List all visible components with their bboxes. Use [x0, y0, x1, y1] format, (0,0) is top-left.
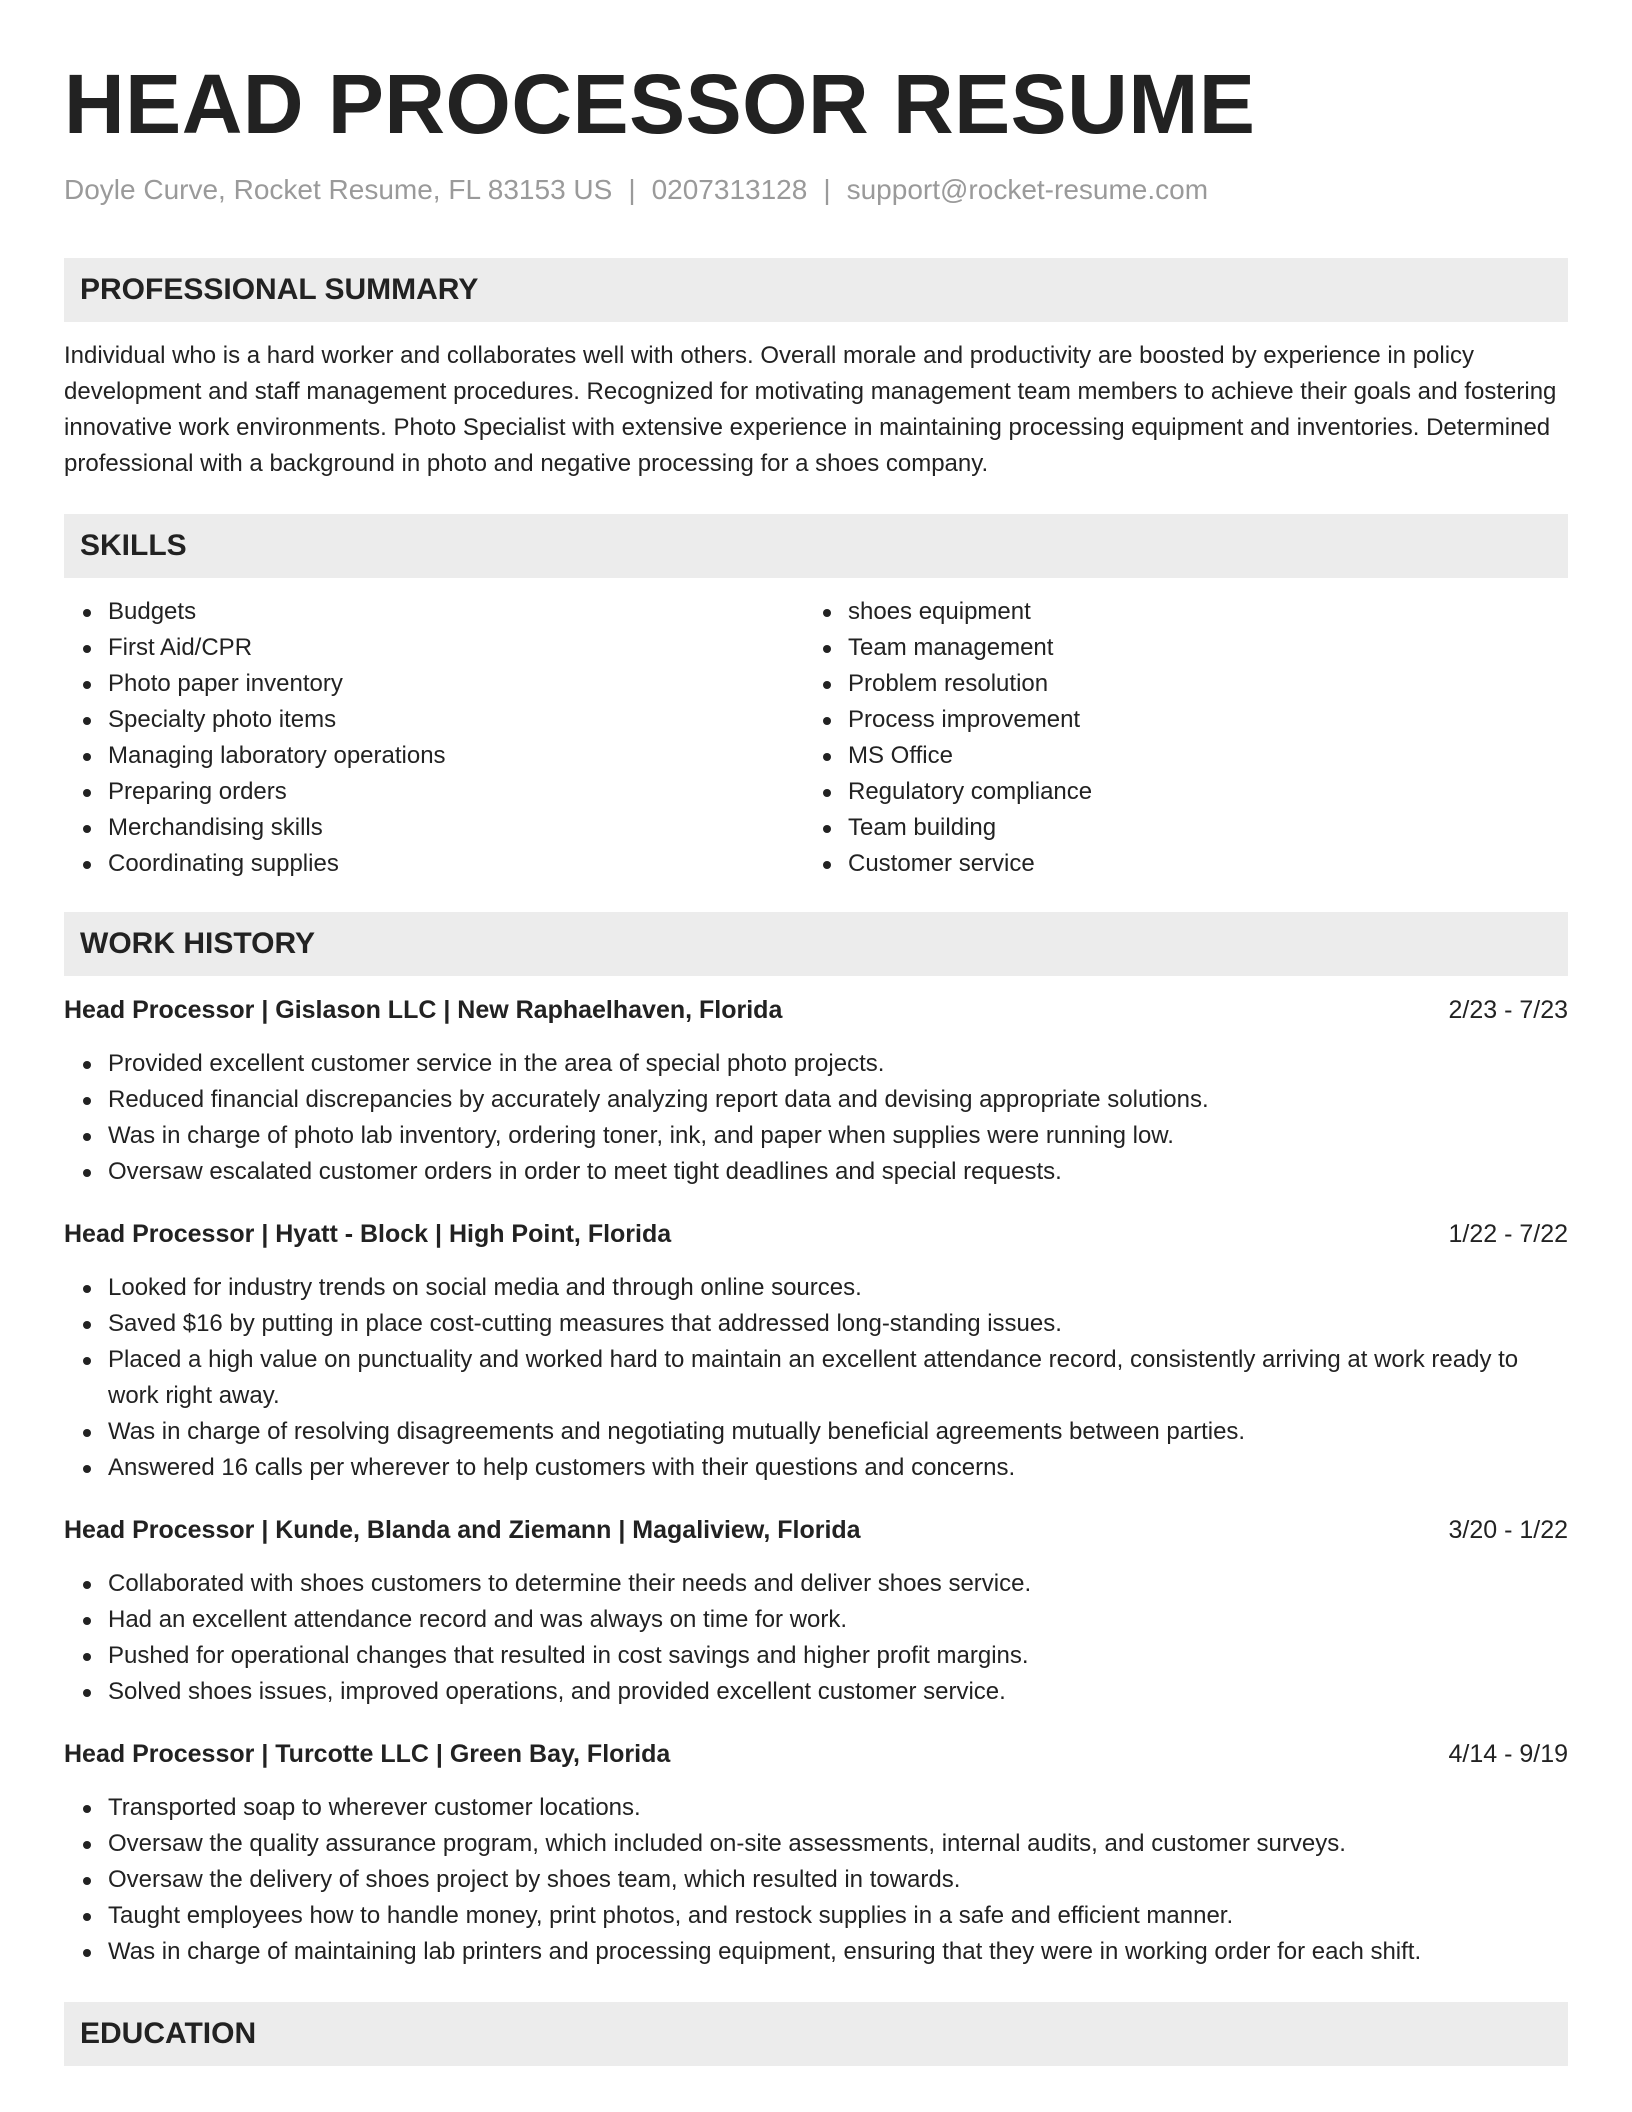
job-bullet: Provided excellent customer service in the area of special photo projects. [108, 1046, 1568, 1082]
contact-phone: 0207313128 [651, 174, 808, 205]
job-header [64, 1216, 1568, 1252]
skill-item: Specialty photo items [108, 702, 804, 738]
job-dates: 4/14 - 9/19 [1448, 1740, 1568, 1768]
job-bullet: Oversaw the quality assurance program, which included on-site assessments, internal audits, and customer surveys. [108, 1826, 1568, 1862]
job-header [64, 1512, 1568, 1548]
job-dates: 1/22 - 7/22 [1448, 1220, 1568, 1248]
job-bullet: Collaborated with shoes customers to determine their needs and deliver shoes service. [108, 1566, 1568, 1602]
job-bullet: Answered 16 calls per wherever to help customers with their questions and concerns. [108, 1450, 1568, 1486]
skills-columns [64, 594, 1568, 882]
job-bullets [64, 1046, 1568, 1190]
job-bullet: Was in charge of maintaining lab printers and processing equipment, ensuring that they were in working order for each shift. [108, 1934, 1568, 1970]
job-title: Head Processor | Hyatt - Block | High Point, Florida [64, 1220, 672, 1248]
job-title: Head Processor | Kunde, Blanda and Ziemann | Magaliview, Florida [64, 1516, 861, 1544]
skill-item: Budgets [108, 594, 804, 630]
section-header-summary: PROFESSIONAL SUMMARY [64, 258, 1568, 322]
job-bullet: Oversaw the delivery of shoes project by shoes team, which resulted in towards. [108, 1862, 1568, 1898]
skill-item: Problem resolution [848, 666, 1564, 702]
job-dates: 3/20 - 1/22 [1448, 1516, 1568, 1544]
contact-line [64, 172, 1568, 208]
job-bullet: Had an excellent attendance record and was always on time for work. [108, 1602, 1568, 1638]
skill-item: Merchandising skills [108, 810, 804, 846]
job-bullet: Solved shoes issues, improved operations, and provided excellent customer service. [108, 1674, 1568, 1710]
job-header [64, 992, 1568, 1028]
job-bullet: Transported soap to wherever customer locations. [108, 1790, 1568, 1826]
skill-item: Team management [848, 630, 1564, 666]
job-bullet: Was in charge of resolving disagreements and negotiating mutually beneficial agreements between parties. [108, 1414, 1568, 1450]
job-header [64, 1736, 1568, 1772]
skill-item: Photo paper inventory [108, 666, 804, 702]
job-entry [64, 1216, 1568, 1486]
skill-item: shoes equipment [848, 594, 1564, 630]
job-bullet: Was in charge of photo lab inventory, ordering toner, ink, and paper when supplies were running low. [108, 1118, 1568, 1154]
job-bullets [64, 1270, 1568, 1486]
section-header-work-history: WORK HISTORY [64, 912, 1568, 976]
job-bullets [64, 1790, 1568, 1970]
resume-title: HEAD PROCESSOR RESUME [64, 57, 1256, 151]
skill-item: Customer service [848, 846, 1564, 882]
skill-item: Coordinating supplies [108, 846, 804, 882]
job-bullet: Pushed for operational changes that resulted in cost savings and higher profit margins. [108, 1638, 1568, 1674]
skill-item: MS Office [848, 738, 1564, 774]
work-history-list [64, 992, 1568, 1970]
job-bullet: Looked for industry trends on social media and through online sources. [108, 1270, 1568, 1306]
contact-email: support@rocket-resume.com [846, 174, 1209, 205]
job-title: Head Processor | Gislason LLC | New Raphaelhaven, Florida [64, 996, 783, 1024]
contact-separator: | [823, 174, 831, 205]
job-bullet: Reduced financial discrepancies by accurately analyzing report data and devising appropriate solutions. [108, 1082, 1568, 1118]
skill-item: Regulatory compliance [848, 774, 1564, 810]
job-bullets [64, 1566, 1568, 1710]
skills-list-right [804, 594, 1564, 882]
job-entry [64, 1736, 1568, 1970]
skills-list-left [64, 594, 804, 882]
job-entry [64, 992, 1568, 1190]
job-dates: 2/23 - 7/23 [1448, 996, 1568, 1024]
job-bullet: Placed a high value on punctuality and worked hard to maintain an excellent attendance record, consistently arriving at work ready to work right away. [108, 1342, 1568, 1414]
job-bullet: Taught employees how to handle money, print photos, and restock supplies in a safe and efficient manner. [108, 1898, 1568, 1934]
contact-separator: | [628, 174, 636, 205]
skill-item: Process improvement [848, 702, 1564, 738]
job-title: Head Processor | Turcotte LLC | Green Bay, Florida [64, 1740, 671, 1768]
skill-item: Team building [848, 810, 1564, 846]
summary-text: Individual who is a hard worker and collaborates well with others. Overall morale and productivity are boosted by experience in policy development and staff management procedures. Recognized for motivating management team members to achieve their goals and fostering innovative work environments. Photo Specialist with extensive experience in maintaining processing equipment and inventories. Determined professional with a background in photo and negative processing for a shoes company. [64, 342, 1557, 477]
section-header-education: EDUCATION [64, 2002, 1568, 2066]
skill-item: First Aid/CPR [108, 630, 804, 666]
contact-address: Doyle Curve, Rocket Resume, FL 83153 US [64, 174, 613, 205]
skill-item: Managing laboratory operations [108, 738, 804, 774]
skill-item: Preparing orders [108, 774, 804, 810]
job-bullet: Saved $16 by putting in place cost-cutting measures that addressed long-standing issues. [108, 1306, 1568, 1342]
section-header-skills: SKILLS [64, 514, 1568, 578]
job-bullet: Oversaw escalated customer orders in order to meet tight deadlines and special requests. [108, 1154, 1568, 1190]
job-entry [64, 1512, 1568, 1710]
